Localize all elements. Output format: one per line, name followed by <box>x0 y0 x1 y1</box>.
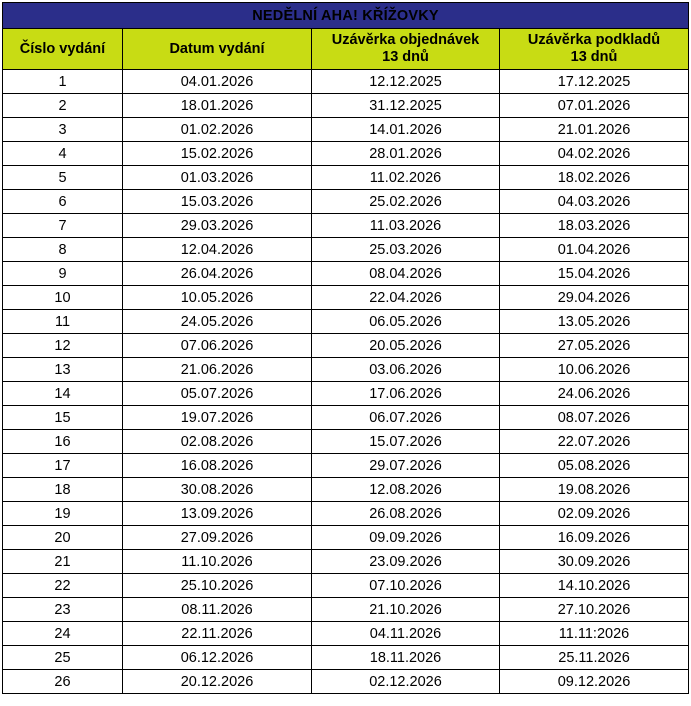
cell-orders-deadline: 06.05.2026 <box>312 310 500 334</box>
table-row <box>3 622 689 646</box>
cell-materials-deadline: 18.03.2026 <box>500 214 689 238</box>
cell-issue-date: 22.11.2026 <box>123 622 312 646</box>
cell-materials-deadline: 27.05.2026 <box>500 334 689 358</box>
cell-materials-deadline: 16.09.2026 <box>500 526 689 550</box>
cell-orders-deadline: 12.12.2025 <box>312 70 500 94</box>
cell-issue-date: 04.01.2026 <box>123 70 312 94</box>
cell-materials-deadline: 30.09.2026 <box>500 550 689 574</box>
cell-orders-deadline: 12.08.2026 <box>312 478 500 502</box>
cell-orders-deadline: 31.12.2025 <box>312 94 500 118</box>
cell-materials-deadline: 07.01.2026 <box>500 94 689 118</box>
cell-orders-deadline: 15.07.2026 <box>312 430 500 454</box>
cell-issue-date: 20.12.2026 <box>123 670 312 694</box>
cell-orders-deadline: 17.06.2026 <box>312 382 500 406</box>
cell-issue-number: 1 <box>3 70 123 94</box>
table-row <box>3 70 689 94</box>
schedule-table <box>2 2 689 694</box>
table-row <box>3 430 689 454</box>
cell-orders-deadline: 11.03.2026 <box>312 214 500 238</box>
table-row <box>3 526 689 550</box>
cell-issue-date: 18.01.2026 <box>123 94 312 118</box>
table-row <box>3 262 689 286</box>
cell-materials-deadline: 08.07.2026 <box>500 406 689 430</box>
table-row <box>3 310 689 334</box>
cell-issue-date: 16.08.2026 <box>123 454 312 478</box>
cell-issue-date: 02.08.2026 <box>123 430 312 454</box>
cell-issue-number: 5 <box>3 166 123 190</box>
cell-issue-date: 27.09.2026 <box>123 526 312 550</box>
cell-orders-deadline: 20.05.2026 <box>312 334 500 358</box>
table-row <box>3 214 689 238</box>
cell-issue-number: 9 <box>3 262 123 286</box>
header-orders-deadline-line2: 13 dnů <box>382 49 429 65</box>
cell-issue-date: 30.08.2026 <box>123 478 312 502</box>
cell-materials-deadline: 11.11:2026 <box>500 622 689 646</box>
cell-issue-number: 2 <box>3 94 123 118</box>
cell-materials-deadline: 05.08.2026 <box>500 454 689 478</box>
cell-orders-deadline: 29.07.2026 <box>312 454 500 478</box>
table-row <box>3 646 689 670</box>
cell-orders-deadline: 07.10.2026 <box>312 574 500 598</box>
cell-issue-date: 21.06.2026 <box>123 358 312 382</box>
cell-issue-number: 4 <box>3 142 123 166</box>
cell-issue-date: 05.07.2026 <box>123 382 312 406</box>
cell-materials-deadline: 13.05.2026 <box>500 310 689 334</box>
cell-orders-deadline: 14.01.2026 <box>312 118 500 142</box>
cell-issue-number: 14 <box>3 382 123 406</box>
cell-materials-deadline: 22.07.2026 <box>500 430 689 454</box>
cell-issue-date: 13.09.2026 <box>123 502 312 526</box>
cell-issue-number: 10 <box>3 286 123 310</box>
cell-materials-deadline: 10.06.2026 <box>500 358 689 382</box>
cell-materials-deadline: 29.04.2026 <box>500 286 689 310</box>
table-row <box>3 454 689 478</box>
header-issue-number: Číslo vydání <box>3 29 123 70</box>
table-row <box>3 670 689 694</box>
table-body <box>3 70 689 694</box>
cell-materials-deadline: 09.12.2026 <box>500 670 689 694</box>
cell-orders-deadline: 25.02.2026 <box>312 190 500 214</box>
table-row <box>3 598 689 622</box>
cell-orders-deadline: 23.09.2026 <box>312 550 500 574</box>
cell-issue-date: 10.05.2026 <box>123 286 312 310</box>
cell-issue-number: 16 <box>3 430 123 454</box>
cell-issue-date: 26.04.2026 <box>123 262 312 286</box>
cell-issue-number: 15 <box>3 406 123 430</box>
cell-orders-deadline: 04.11.2026 <box>312 622 500 646</box>
cell-materials-deadline: 04.03.2026 <box>500 190 689 214</box>
cell-issue-date: 15.02.2026 <box>123 142 312 166</box>
cell-materials-deadline: 27.10.2026 <box>500 598 689 622</box>
cell-orders-deadline: 26.08.2026 <box>312 502 500 526</box>
table-row <box>3 550 689 574</box>
cell-orders-deadline: 21.10.2026 <box>312 598 500 622</box>
cell-issue-number: 11 <box>3 310 123 334</box>
cell-orders-deadline: 09.09.2026 <box>312 526 500 550</box>
cell-materials-deadline: 21.01.2026 <box>500 118 689 142</box>
header-materials-deadline-line1: Uzávěrka podkladů <box>527 32 661 48</box>
cell-issue-number: 13 <box>3 358 123 382</box>
table-row <box>3 574 689 598</box>
table-row <box>3 94 689 118</box>
cell-issue-number: 6 <box>3 190 123 214</box>
title-row <box>3 3 689 29</box>
cell-orders-deadline: 25.03.2026 <box>312 238 500 262</box>
cell-materials-deadline: 25.11.2026 <box>500 646 689 670</box>
cell-issue-date: 01.03.2026 <box>123 166 312 190</box>
cell-materials-deadline: 17.12.2025 <box>500 70 689 94</box>
cell-materials-deadline: 04.02.2026 <box>500 142 689 166</box>
cell-orders-deadline: 08.04.2026 <box>312 262 500 286</box>
cell-issue-date: 06.12.2026 <box>123 646 312 670</box>
cell-orders-deadline: 18.11.2026 <box>312 646 500 670</box>
cell-orders-deadline: 11.02.2026 <box>312 166 500 190</box>
cell-issue-number: 26 <box>3 670 123 694</box>
cell-orders-deadline: 03.06.2026 <box>312 358 500 382</box>
cell-issue-number: 20 <box>3 526 123 550</box>
header-materials-deadline <box>500 29 689 70</box>
cell-orders-deadline: 06.07.2026 <box>312 406 500 430</box>
header-orders-deadline-line1: Uzávěrka objednávek <box>331 32 480 48</box>
header-orders-deadline <box>312 29 500 70</box>
table-row <box>3 118 689 142</box>
cell-issue-date: 24.05.2026 <box>123 310 312 334</box>
cell-issue-number: 24 <box>3 622 123 646</box>
cell-materials-deadline: 19.08.2026 <box>500 478 689 502</box>
table-row <box>3 382 689 406</box>
cell-issue-date: 07.06.2026 <box>123 334 312 358</box>
cell-orders-deadline: 22.04.2026 <box>312 286 500 310</box>
cell-issue-date: 29.03.2026 <box>123 214 312 238</box>
cell-issue-date: 25.10.2026 <box>123 574 312 598</box>
cell-materials-deadline: 18.02.2026 <box>500 166 689 190</box>
cell-issue-number: 12 <box>3 334 123 358</box>
cell-issue-date: 01.02.2026 <box>123 118 312 142</box>
header-row <box>3 29 689 70</box>
table-row <box>3 406 689 430</box>
cell-issue-date: 19.07.2026 <box>123 406 312 430</box>
cell-issue-number: 22 <box>3 574 123 598</box>
table-row <box>3 358 689 382</box>
cell-issue-number: 25 <box>3 646 123 670</box>
table-row <box>3 190 689 214</box>
cell-issue-number: 18 <box>3 478 123 502</box>
cell-issue-date: 11.10.2026 <box>123 550 312 574</box>
cell-issue-number: 23 <box>3 598 123 622</box>
cell-issue-number: 8 <box>3 238 123 262</box>
table-row <box>3 502 689 526</box>
table-row <box>3 478 689 502</box>
cell-issue-number: 21 <box>3 550 123 574</box>
table-row <box>3 334 689 358</box>
cell-issue-date: 15.03.2026 <box>123 190 312 214</box>
cell-issue-date: 12.04.2026 <box>123 238 312 262</box>
cell-materials-deadline: 24.06.2026 <box>500 382 689 406</box>
table-row <box>3 166 689 190</box>
cell-materials-deadline: 02.09.2026 <box>500 502 689 526</box>
cell-issue-number: 3 <box>3 118 123 142</box>
header-materials-deadline-line2: 13 dnů <box>570 49 618 65</box>
cell-issue-number: 19 <box>3 502 123 526</box>
cell-issue-number: 7 <box>3 214 123 238</box>
cell-orders-deadline: 28.01.2026 <box>312 142 500 166</box>
table-title: NEDĚLNÍ AHA! KŘÍŽOVKY <box>3 3 689 29</box>
cell-materials-deadline: 14.10.2026 <box>500 574 689 598</box>
cell-materials-deadline: 01.04.2026 <box>500 238 689 262</box>
table-row <box>3 286 689 310</box>
header-issue-date: Datum vydání <box>123 29 312 70</box>
cell-materials-deadline: 15.04.2026 <box>500 262 689 286</box>
cell-issue-number: 17 <box>3 454 123 478</box>
table-row <box>3 142 689 166</box>
cell-orders-deadline: 02.12.2026 <box>312 670 500 694</box>
table-row <box>3 238 689 262</box>
cell-issue-date: 08.11.2026 <box>123 598 312 622</box>
